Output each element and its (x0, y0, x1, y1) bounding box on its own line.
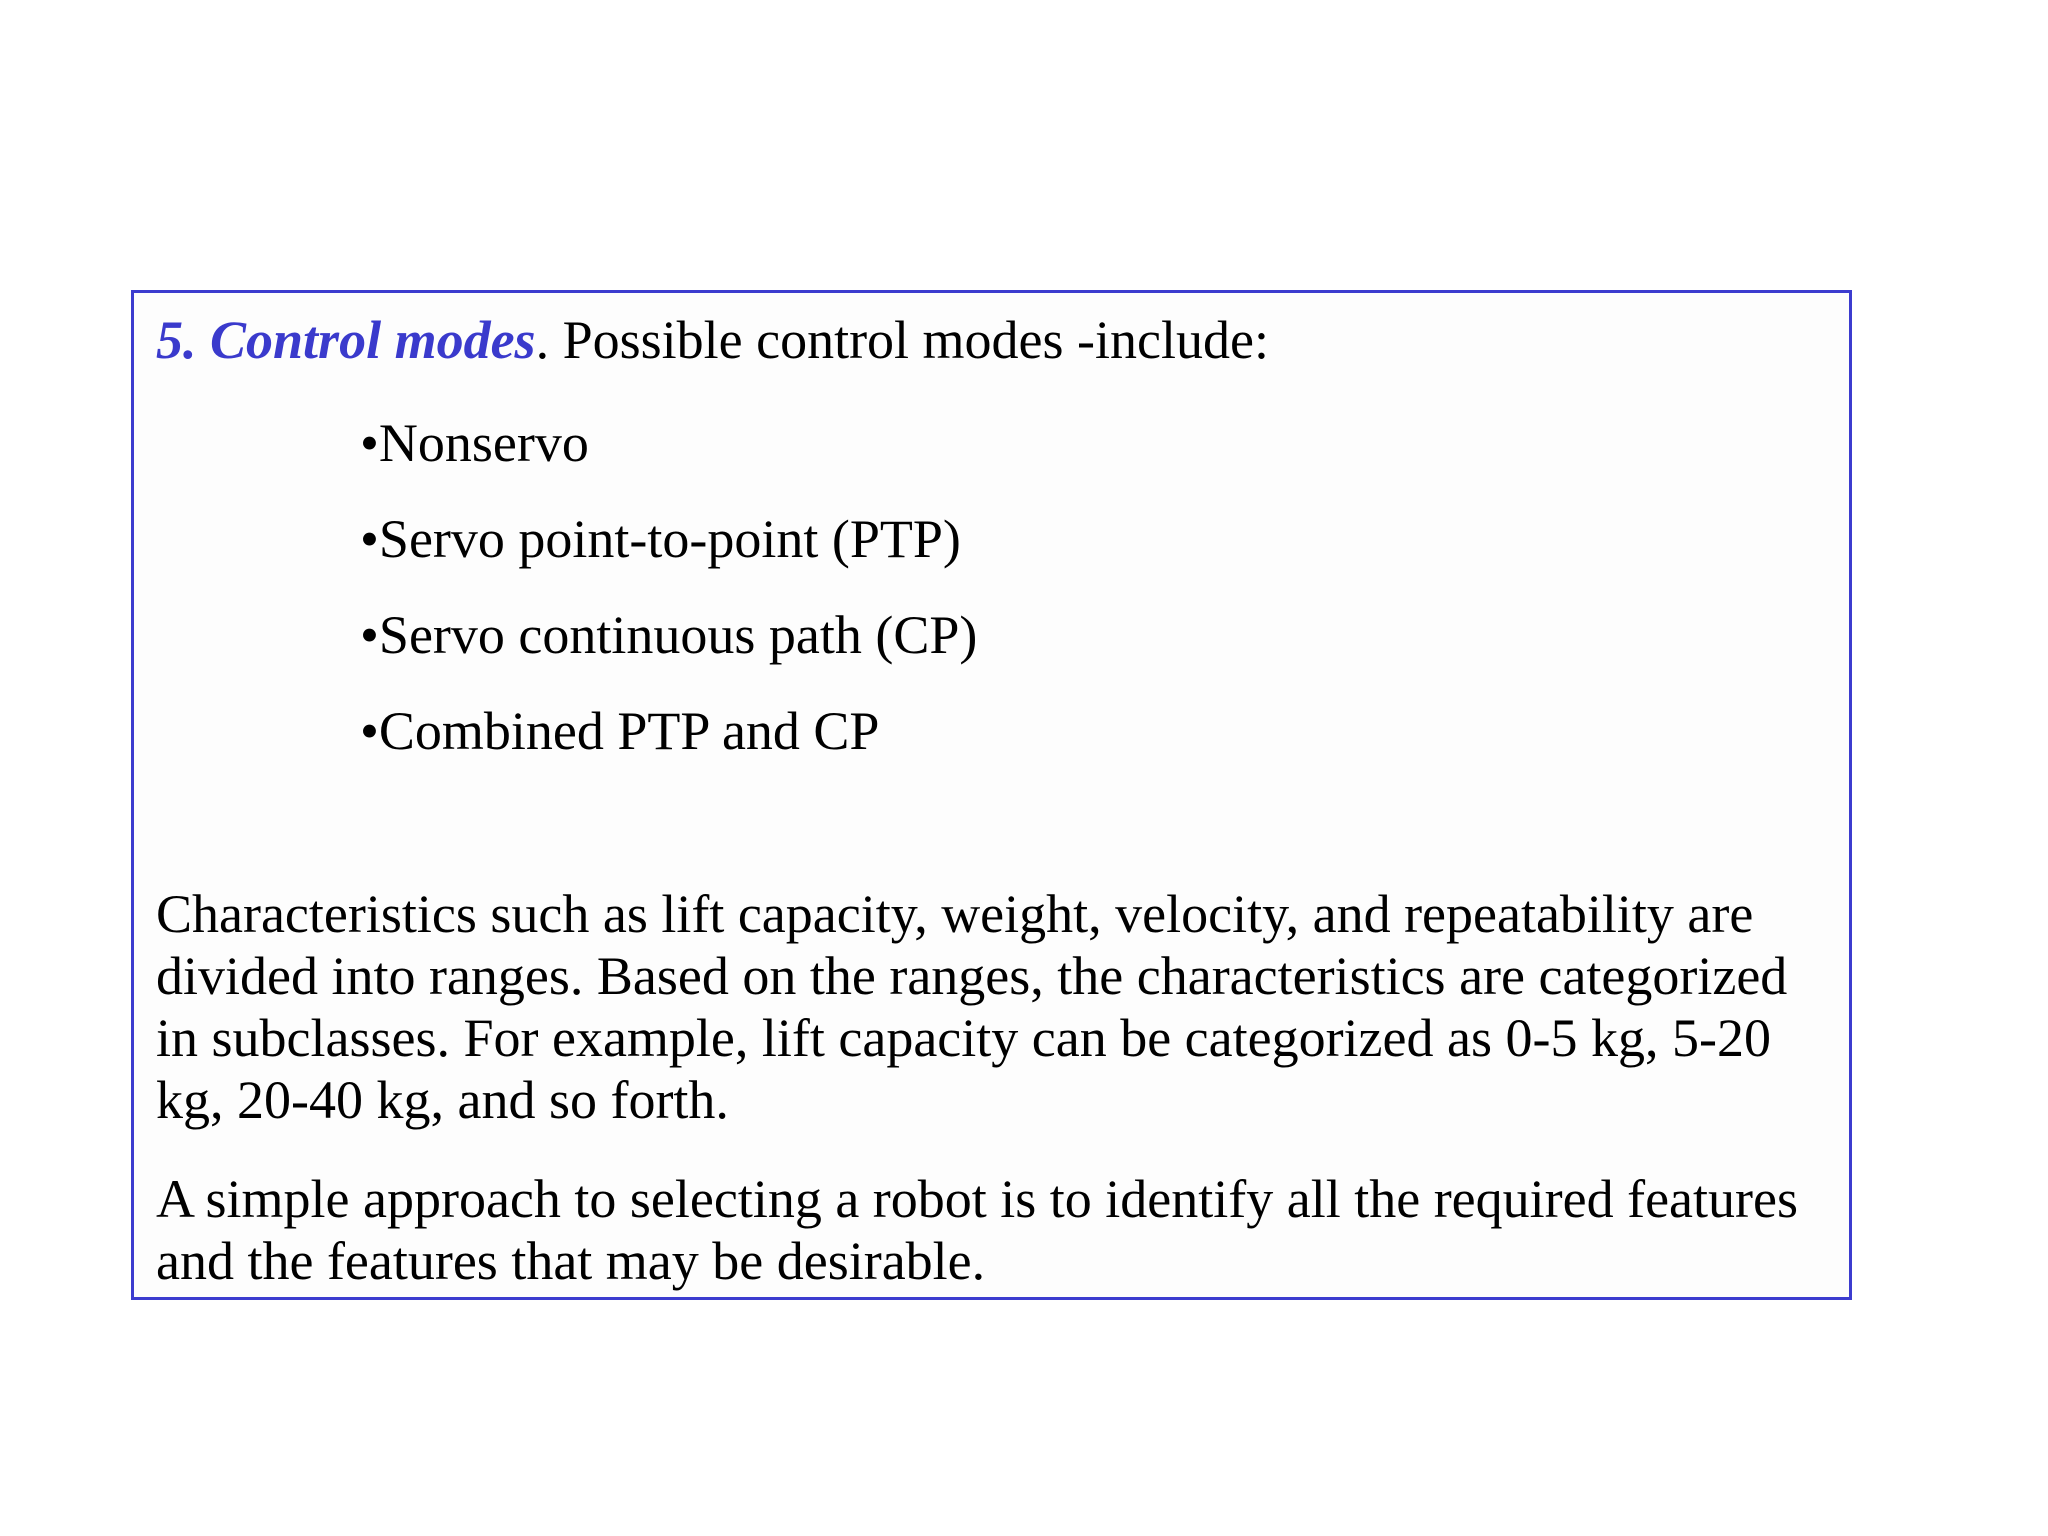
control-modes-list (360, 395, 977, 779)
list-item: •Nonservo (360, 413, 589, 473)
list-item: •Servo point-to-point (PTP) (360, 509, 961, 569)
content-box (131, 290, 1852, 1300)
section-intro: . Possible control modes -include: (535, 310, 1269, 370)
section-title: 5. Control modes (156, 310, 536, 370)
list-item: •Servo continuous path (CP) (360, 605, 978, 665)
heading-line (156, 301, 1269, 379)
selection-approach-paragraph: A simple approach to selecting a robot is to identify all the required features and the features that may be desirable. (156, 1169, 1798, 1291)
list-item: •Combined PTP and CP (360, 701, 880, 761)
characteristics-paragraph: Characteristics such as lift capacity, weight, velocity, and repeatability are divided into ranges. Based on the ranges, the characteristics are categorized in subclasses. For example, lift capacity can be categorized as 0-5 kg, 5-20 kg, 20-40 kg, and so forth. (156, 884, 1788, 1130)
